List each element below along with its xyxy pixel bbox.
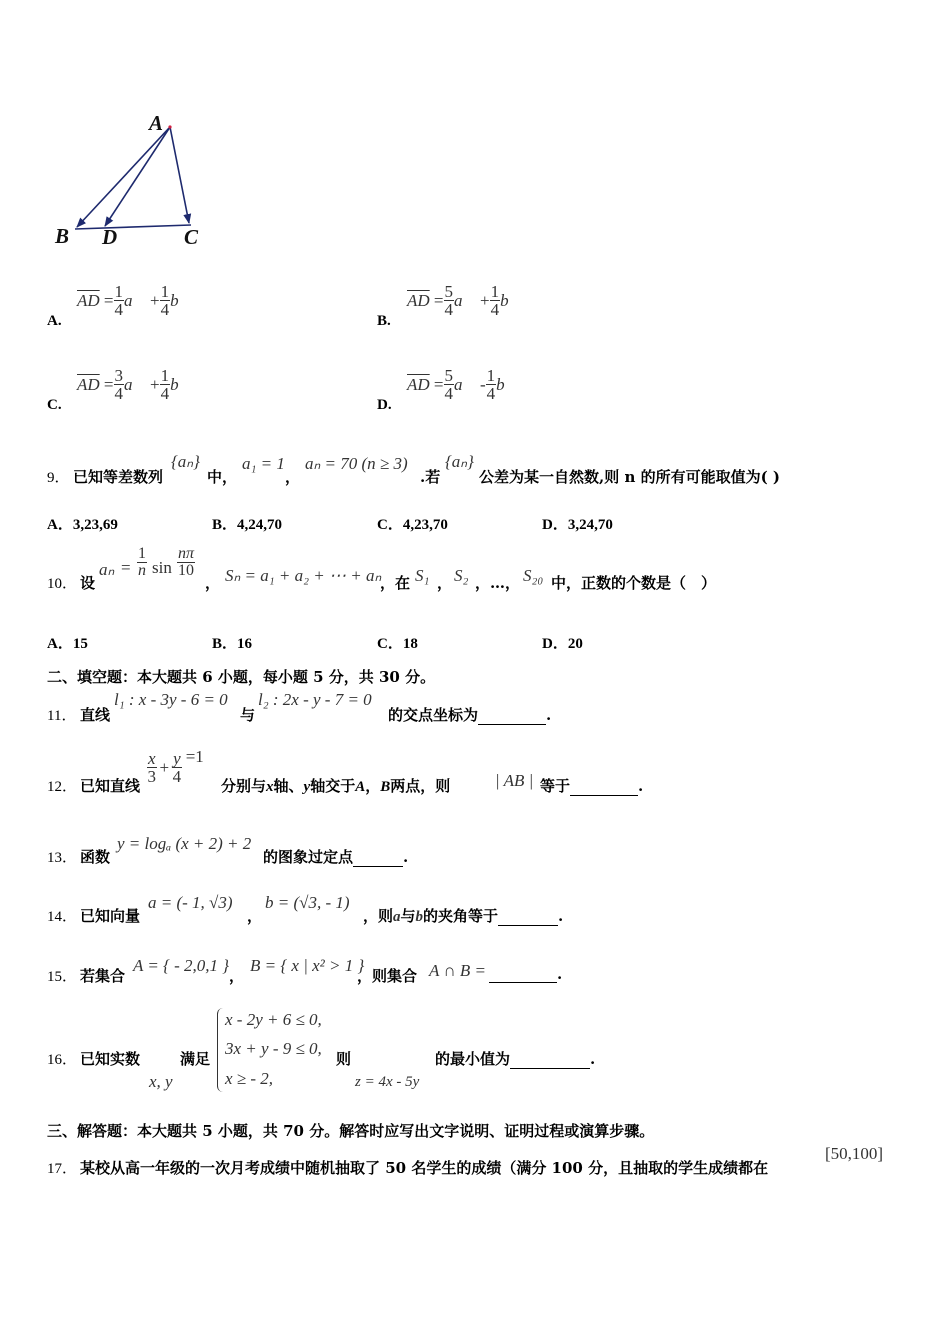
option-formula: $\overline{AD}$ = $\frac{5}{4}$ a⃗ + $\frac{1}{4}$ b⃗ — [407, 282, 522, 319]
question-text: ， — [285, 468, 301, 486]
question-number: 14． — [47, 909, 78, 925]
question-text: 与 — [240, 706, 256, 724]
question-13 — [47, 832, 927, 866]
question-14 — [47, 887, 927, 927]
math-s1: S₁ — [415, 566, 430, 585]
question-text: 设 — [80, 574, 96, 592]
math-an: aₙ — [99, 560, 115, 579]
question-number: 15． — [47, 969, 78, 985]
math-set-a: A = { - 2,0,1 } — [133, 956, 230, 975]
question-text: 已知实数 — [80, 1050, 141, 1068]
triangle-figure — [50, 108, 220, 253]
label-c: C — [184, 225, 199, 249]
question-text: 若集合 — [80, 967, 126, 985]
math-constraint-1: x - 2y + 6 ≤ 0, — [225, 1010, 322, 1029]
choice-b: B．16 — [212, 636, 253, 652]
question-12 — [47, 746, 927, 796]
question-11 — [47, 690, 927, 724]
choice-d: D．3,24,70 — [542, 517, 613, 533]
choice-c: C．4,23,70 — [377, 517, 448, 533]
math-s2: S₂ — [454, 566, 469, 585]
question-10 — [47, 546, 927, 596]
math-intersection: A ∩ B = — [429, 961, 486, 980]
question-text: 的交点坐标为 . — [388, 706, 552, 724]
option-letter: C. — [47, 397, 62, 413]
math-line-eq: $\frac{x}{3}$ + $\frac{y}{4}$ =1 — [147, 746, 204, 786]
question-text: . — [489, 965, 562, 983]
math-an: aₙ = 70 (n ≥ 3) — [305, 454, 408, 473]
question-text: 公差为某一自然数,则 n 的所有可能取值为( ) — [479, 468, 780, 486]
point-a — [168, 125, 171, 128]
choice-c: C．18 — [377, 636, 418, 652]
choice-d: D．20 — [542, 636, 583, 652]
question-text: 中， — [207, 468, 238, 486]
question-text: 某校从高一年级的一次月考成绩中随机抽取了 50 名学生的成绩（满分 100 分，且抽取的学生成绩都在 — [80, 1159, 769, 1177]
math-interval: [50,100] — [825, 1144, 884, 1163]
option-formula: $\overline{AD}$ = $\frac{5}{4}$ a⃗ - $\frac{1}{4}$ b⃗ — [407, 366, 518, 403]
question-17 — [47, 1140, 937, 1177]
label-a: A — [149, 111, 164, 135]
math-vector-b: b = (√3, - 1) — [265, 893, 350, 912]
q10-choices — [47, 632, 747, 652]
question-text: ， — [229, 967, 245, 985]
math-a1: a₁ = 1 — [242, 454, 285, 473]
question-text: .若 — [420, 468, 441, 486]
question-15 — [47, 948, 927, 988]
question-text: ，在 — [380, 574, 411, 592]
math-constraint-3: x ≥ - 2, — [225, 1069, 274, 1088]
math-constraint-2: 3x + y - 9 ≤ 0, — [225, 1039, 322, 1058]
q9-choices — [47, 513, 747, 533]
question-text: ， — [205, 574, 221, 592]
question-text: ，…， — [475, 574, 521, 592]
label-d: D — [102, 225, 118, 249]
math-frac-npi-10: $\frac{n\pi}{10}$ — [178, 545, 195, 579]
question-number: 16． — [47, 1052, 78, 1068]
math-line-1: l₁ : x - 3y - 6 = 0 — [114, 690, 228, 709]
math-sn: Sₙ = a₁ + a₂ + ⋯ + aₙ — [225, 566, 382, 585]
choice-b: B．4,24,70 — [212, 517, 283, 533]
vector-ab — [77, 127, 170, 227]
math-vars: x, y — [149, 1072, 173, 1091]
option-formula: $\overline{AD}$ = $\frac{1}{4}$ a⃗ + $\frac{1}{4}$ b⃗ — [77, 282, 192, 319]
question-text: ， — [437, 574, 453, 592]
question-number: 9． — [47, 470, 70, 486]
question-number: 10． — [47, 576, 78, 592]
math-s20: S₂₀ — [523, 566, 544, 585]
math-sin: sin — [152, 558, 172, 577]
question-number: 13． — [47, 850, 78, 866]
question-text: 直线 — [80, 706, 111, 724]
question-number: 11． — [47, 708, 77, 724]
question-text: ， — [247, 907, 263, 925]
section-heading: 三、解答题：本大题共 5 小题，共 70 分。解答时应写出文字说明、证明过程或演算步骤。 — [47, 1122, 655, 1140]
vector-ac — [170, 127, 189, 223]
question-text: 则 — [336, 1050, 352, 1068]
question-text: 已知直线 — [80, 777, 141, 795]
question-text: ，则a与b的夹角等于 . — [363, 907, 564, 925]
option-letter: B. — [377, 313, 391, 329]
math-vector-a: a = (- 1, √3) — [148, 893, 233, 912]
math-objective: z = 4x - 5y — [355, 1074, 420, 1090]
option-letter: D. — [377, 397, 392, 413]
math-sequence: {aₙ} — [445, 452, 474, 471]
question-text: ，则集合 — [357, 967, 418, 985]
section-heading: 二、填空题：本大题共 6 小题，每小题 5 分，共 30 分。 — [47, 668, 436, 686]
question-text: 满足 — [180, 1050, 211, 1068]
math-eq: = — [121, 558, 131, 577]
segment-bc — [75, 225, 191, 229]
question-text: 已知向量 — [80, 907, 141, 925]
question-text: 分别与x轴、y轴交于A，B两点，则 — [221, 777, 451, 795]
question-text: 等于 . — [540, 777, 644, 795]
option-formula: $\overline{AD}$ = $\frac{3}{4}$ a⃗ + $\frac{1}{4}$ b⃗ — [77, 366, 192, 403]
math-log-function: y = logₐ (x + 2) + 2 — [117, 834, 252, 853]
vector-ad — [105, 127, 170, 226]
question-text: 的最小值为 . — [435, 1050, 596, 1068]
math-set-b: B = { x | x² > 1 } — [250, 956, 365, 975]
choice-a: A．15 — [47, 636, 88, 652]
math-abs-ab: | AB | — [495, 771, 534, 790]
question-text: 的图象过定点 . — [263, 848, 409, 866]
question-text: 函数 — [80, 848, 111, 866]
question-text: 已知等差数列 — [73, 468, 164, 486]
question-number: 17． — [47, 1161, 78, 1177]
label-b: B — [55, 224, 70, 248]
question-number: 12． — [47, 779, 78, 795]
question-text: 中，正数的个数是（ ） — [551, 574, 717, 592]
option-letter: A. — [47, 313, 62, 329]
math-line-2: l₂ : 2x - y - 7 = 0 — [258, 690, 372, 709]
question-9 — [47, 452, 927, 488]
question-16 — [47, 1008, 927, 1098]
choice-a: A．3,23,69 — [47, 517, 118, 533]
math-frac-1-n: $\frac{1}{n}$ — [138, 545, 146, 579]
math-sequence: {aₙ} — [171, 452, 200, 471]
